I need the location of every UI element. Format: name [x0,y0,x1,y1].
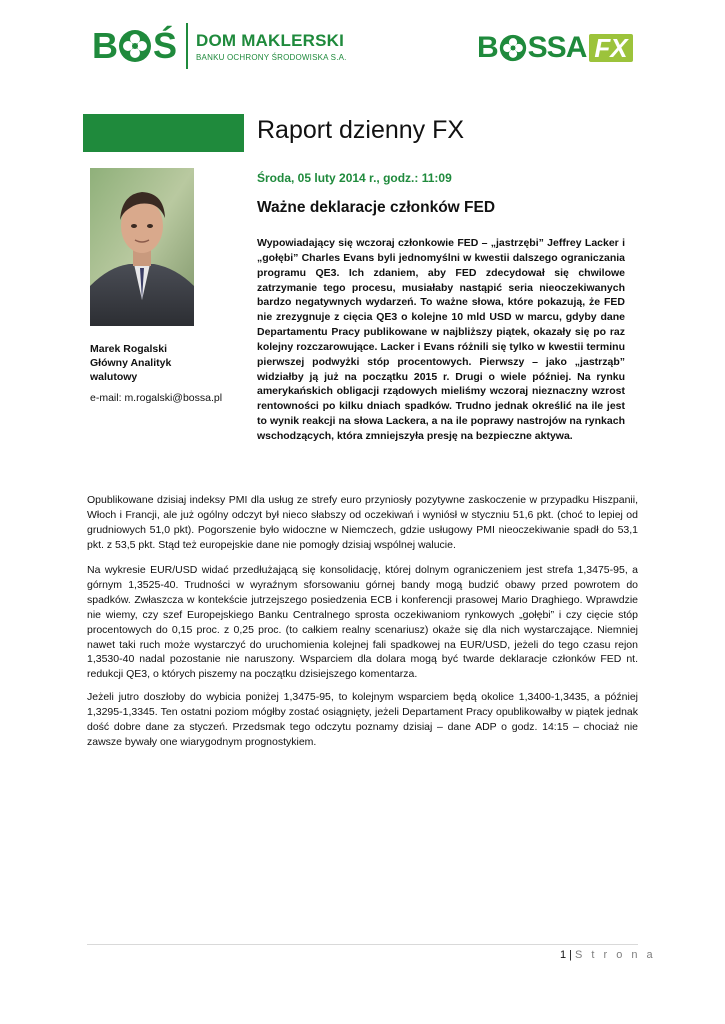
email-label: e-mail: [90,392,122,404]
footer-separator: | [569,949,572,961]
lead-paragraph: Wypowiadający się wczoraj członkowie FED – „jastrzębi” Jeffrey Lacker i „gołębi” Charles Evans byli jednomyślni w kwestii dalszego ograniczania programu QE3. Ich zdaniem, aby FED zdecydował się chwilowe zatrzymanie tego procesu, musiałaby nastąpić seria nieoczekiwanych bardzo negatywnych wydarzeń. To ważne słowa, które pokazują, że FED nie zrezygnuje z cięcia QE3 o kolejne 10 mld USD w marcu, gdyby dane Departamentu Pracy publikowane w najbliższy piątek, okazały się po raz kolejny rozczarowujące. Lacker i Evans różnili się tylko w kwestii terminu pierwszej podwyżki stóp procentowych. Pierwszy – jako „jastrząb” widziałby ją już na początku 2015 r. Drugi o wiele później. Na rynku amerykańskich obligacji rządowych mieliśmy wczoraj nieznaczny wzrost rentowności po kilku dniach spadków. Trudno jednak określić na ile jest to wynik reakcji na słowa Lackera, a na ile poprawy nastrojów na rynkach wschodzących, która zmniejszyła presję na bezpieczne aktywa. [257,237,625,442]
bos-dom-maklerski-logo [92,22,347,70]
body-paragraph: Opublikowane dzisiaj indeksy PMI dla usług ze strefy euro przyniosły pozytywne zaskoczenie w przypadku Hiszpanii, Włoch i Francji, ale już ogólny odczyt był nieco słabszy od oczekiwań i wyniósł w styczniu 51,6 pkt. (choć to lepiej od grudniowych 51,0 pkt). Pogorszenie było widoczne w Niemczech, gdzie usługowy PMI nieoczekiwanie spadł do 53,1 pkt. z 53,5 pkt. Stąd też europejskie dane nie pomogły dzisiaj wspólnej walucie. [87,494,638,551]
dom-maklerski-title: DOM MAKLERSKI [196,30,345,50]
title-accent-bar [83,114,244,152]
author-email-line [90,392,222,404]
body-paragraph: Jeżeli jutro doszłoby do wybicia poniżej 1,3475-95, to kolejnym wsparciem będą okolice 1,3400-1,3435, a później 1,3295-1,3345. Ten ostatni poziom mógłby zostać osiągnięty, jeżeli Departament Pracy opublikowałby w piątek jednak dość dobre dane za styczeń. Przedsmak tego odczytu poznamy dzisiaj – dane ADP o godz. 14:15 – chociaż nie zawsze bywały one wiarygodnym prognostykiem. [87,691,638,748]
author-email-link[interactable]: m.rogalski@bossa.pl [124,392,223,404]
bossa-logo-text: B SSA [477,31,587,64]
dom-maklerski-subtitle: BANKU OCHRONY ŚRODOWISKA S.A. [196,52,347,62]
page-number: 1 [560,949,567,961]
footer-divider [87,944,638,945]
clover-leaf-icon [118,29,152,63]
author-photo [90,168,194,326]
page-footer [560,949,656,961]
author-role: Główny Analityk walutowy [90,357,172,383]
bos-logo-text: B Ś [92,25,177,66]
logo-divider [186,23,188,69]
report-title: Raport dzienny FX [257,116,465,144]
report-headline: Ważne deklaracje członków FED [257,199,496,216]
body-paragraph: Na wykresie EUR/USD widać przedłużającą się konsolidację, której dolnym ograniczeniem jest strefa 1,3475-95, a górnym 1,3525-40. Trudności w wyraźnym sforsowaniu górnej bandy mogą budzić obawy przed powrotem do spadków. Zwłaszcza w kontekście jutrzejszego posiedzenia ECB i konferencji prasowej Mario Draghiego. Wprawdzie nie wiemy, czy szef Europejskiego Banku Centralnego sprosta oczekiwaniom rynkowych „gołębi” i czy cięcie stóp procentowych do 0,15 proc. z 0,25 proc. (to całkiem realny scenariusz) okaże się dla nich wystarczające. Niemniej nawet taki ruch może wystarczyć do uruchomienia kolejnej fali spadkowej na EUR/USD, jeżeli do tego czasu rejon 1,3530-40 nadal pozostanie nie naruszony. Wsparciem dla dolara mogą być twarde deklaracje członków FED nt. redukcji QE3, o których piszemy na początku dzisiejszego komentarza. [87,564,638,681]
report-date: Środa, 05 luty 2014 r., godz.: 11:09 [257,171,452,185]
page-label: S t r o n a [574,949,656,961]
clover-leaf-icon [499,34,527,62]
fx-badge: FX [589,34,632,62]
bossa-fx-logo [477,28,633,68]
author-name: Marek Rogalski [90,343,168,355]
